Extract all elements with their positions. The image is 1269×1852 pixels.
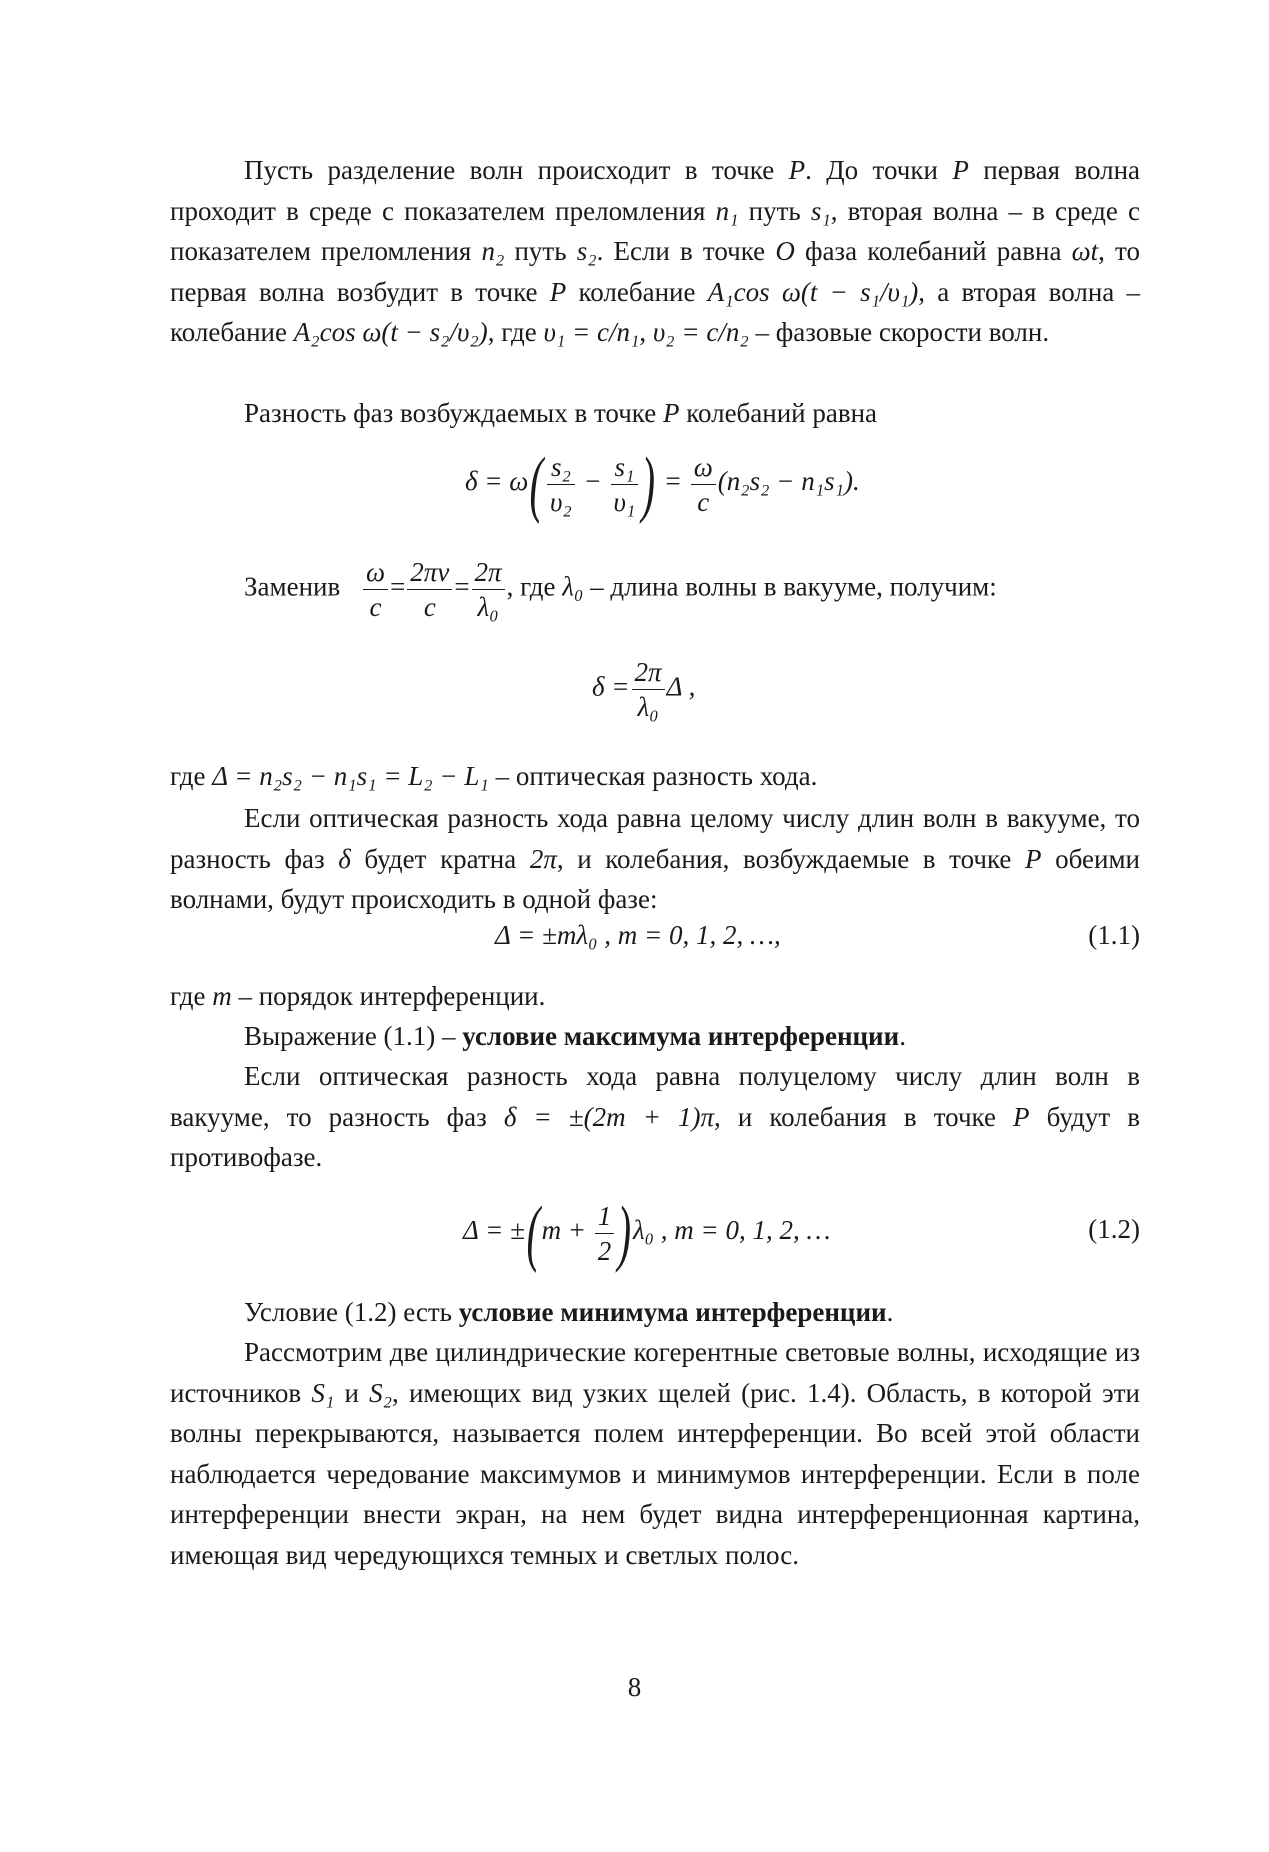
fraction-2pi-lambda0 (632, 655, 665, 724)
numerator: 1 (595, 1199, 615, 1234)
eq-lhs: δ = (592, 671, 630, 702)
math-n1: n₁ (715, 195, 739, 226)
equation-delta-lambda (592, 655, 695, 724)
paragraph-substitution (244, 555, 997, 624)
text: , (639, 317, 653, 347)
text: , где (487, 317, 544, 347)
text: – длина волны в вакууме, получим: (583, 571, 997, 602)
bold-term: условие максимума интерференции (462, 1021, 900, 1051)
text: . Если в точке (596, 236, 776, 266)
text: – порядок интерференции. (231, 981, 546, 1011)
eq-tail: Δ , (666, 671, 696, 702)
text: . (886, 1297, 894, 1327)
math-s2: s₂ (576, 236, 597, 266)
math-optical-path: Δ = n₂s₂ − n₁s₁ = L₂ − L₁ (212, 761, 489, 791)
numerator: 2πν (407, 555, 452, 590)
text: колебаний равна (679, 398, 878, 428)
text: , и колебания, возбуждаемые в точке (556, 843, 1026, 874)
text: где (170, 981, 213, 1011)
text: Если оптическая разность хода равна полуцелому числу длин волн в вакууме, то разность фаз (170, 1061, 1140, 1132)
fraction-one-half (595, 1199, 615, 1268)
numerator: ω (691, 450, 716, 485)
right-paren: ) (641, 443, 656, 525)
equation-1-2 (463, 1192, 831, 1274)
text: Разность фаз возбуждаемых в точке (244, 398, 663, 428)
fraction-2pi-lambda0 (472, 555, 505, 624)
math-point-p: P (1025, 843, 1042, 874)
equation-number-1-1: (1.1) (1088, 920, 1140, 950)
text: Заменив (244, 571, 341, 602)
numerator: s₁ (611, 450, 639, 485)
text: Выражение (1.1) – (244, 1021, 463, 1051)
equation-number-1-2: (1.2) (1088, 1214, 1140, 1244)
text: . До точки (805, 155, 953, 185)
denominator: c (697, 486, 710, 517)
paragraph-wave-split (170, 150, 1140, 353)
fraction-omega-c (363, 555, 388, 624)
math-point-o: O (775, 236, 795, 266)
paragraph-cylindrical-waves (170, 1332, 1140, 1575)
paragraph-minimum-condition (170, 1292, 1140, 1333)
text: , а вторая волна – колебание (170, 276, 1141, 347)
paragraph-half-integer (170, 1056, 1140, 1178)
paragraph-order (170, 976, 1140, 1017)
text: обеими волнами, будут происходить в одной фазе: (170, 843, 1140, 914)
math-point-p: P (662, 398, 680, 428)
math-n2: n₂ (481, 236, 505, 266)
math-oscillation-1: A₁cos ω(t − s₁/υ₁) (707, 276, 919, 307)
text: колебание (566, 276, 708, 307)
fraction-s1-v1 (611, 450, 639, 519)
equals-sign: = (390, 571, 406, 602)
fraction-omega-c (691, 450, 716, 519)
math-s2-source: S₂ (369, 1377, 393, 1408)
math-2pi: 2π (529, 843, 557, 874)
denominator: c (369, 592, 382, 622)
text: , имеющих вид узких щелей (рис. 1.4). Область, в которой эти волны перекрываются, называется полем интерференции. Во всей этой области наблюдается чередование максимумов и минимумов интерференции. Если в поле интерференции внести экран, на нем будет видна интерференционная картина, имеющая вид чередующихся темных и светлых полос. (170, 1377, 1141, 1570)
denominator: λ₀ (477, 592, 499, 622)
left-paren: ( (526, 1192, 541, 1274)
text: . (899, 1021, 906, 1051)
numerator: ω (363, 555, 388, 590)
text: и (334, 1377, 370, 1408)
text: будут в противофазе. (170, 1101, 1141, 1172)
fraction-2pinu-c (407, 555, 452, 624)
math-omega-t: ωt (1071, 236, 1099, 266)
equation-delta-phase (465, 443, 860, 525)
text: , где (506, 571, 563, 602)
eq-lhs: δ = ω (465, 466, 529, 497)
minus-sign: − (583, 466, 602, 497)
text: – оптическая разность хода. (488, 761, 818, 791)
text: будет кратна (350, 843, 530, 874)
math-v2: υ₂ = c/n₂ (652, 317, 749, 347)
paragraph-maximum-condition (170, 1016, 1140, 1057)
eq-tail: λ₀ , m = 0, 1, 2, … (632, 1215, 831, 1246)
page-number: 8 (627, 1672, 642, 1702)
text: – фазовые скорости волн. (748, 317, 1050, 347)
text: Условие (1.2) есть (244, 1297, 459, 1327)
denominator: c (423, 592, 436, 622)
right-paren: ) (617, 1192, 632, 1274)
paragraph-integer-wavelengths (170, 798, 1140, 920)
numerator: s₂ (547, 450, 575, 485)
math-s1: s₁ (810, 195, 831, 226)
text: , вторая волна – в среде с показателем преломления (170, 195, 1140, 266)
math-m: m (212, 981, 232, 1011)
text: фаза колебаний равна (794, 236, 1072, 266)
math-s1-source: S₁ (311, 1377, 335, 1408)
paragraph-phase-difference (170, 393, 1140, 434)
text: первая волна проходит в среде с показателем преломления (170, 155, 1141, 226)
math-point-p: P (788, 155, 806, 185)
eq-lhs: Δ = ± (463, 1215, 525, 1246)
text: Рассмотрим две цилиндрические когерентные световые волны, исходящие из источников (170, 1337, 1140, 1408)
numerator: 2π (472, 555, 505, 590)
text: путь (504, 236, 577, 266)
text: путь (738, 195, 811, 226)
math-delta: δ (338, 843, 351, 874)
math-delta-odd: δ = ±(2m + 1)π (503, 1101, 715, 1132)
math-lambda0: λ₀ (562, 571, 584, 602)
equals-sign: = (454, 571, 470, 602)
text: , и колебания в точке (714, 1101, 1014, 1132)
text: Пусть разделение волн происходит в точке (244, 155, 789, 185)
denominator: λ₀ (637, 692, 659, 722)
eq-tail: (n₂s₂ − n₁s₁). (717, 466, 860, 497)
eq-inner: m + (541, 1215, 587, 1246)
numerator: 2π (632, 655, 665, 690)
denominator: υ₂ (550, 486, 572, 517)
math-v1: υ₁ = c/n₁ (543, 317, 640, 347)
bold-term: условие минимума интерференции (458, 1297, 887, 1327)
equation-1-1 (495, 920, 781, 951)
equals-sign: = (663, 466, 682, 497)
denominator: υ₁ (613, 486, 636, 517)
eq-expression: Δ = ±mλ₀ , m = 0, 1, 2, …, (495, 920, 781, 950)
text: где (170, 761, 213, 791)
fraction-s2-v2 (547, 450, 575, 519)
text: Если оптическая разность хода равна целому числу длин волн в вакууме, то разность фаз (170, 803, 1140, 874)
paragraph-optical-path (170, 756, 1140, 797)
text: , то первая волна возбудит в точке (170, 236, 1140, 307)
left-paren: ( (529, 443, 544, 525)
math-point-p: P (549, 276, 567, 307)
math-point-p: P (1013, 1101, 1030, 1132)
denominator: 2 (597, 1235, 612, 1266)
math-oscillation-2: A₂cos ω(t − s₂/υ₂) (293, 317, 488, 347)
math-point-p: P (952, 155, 969, 185)
